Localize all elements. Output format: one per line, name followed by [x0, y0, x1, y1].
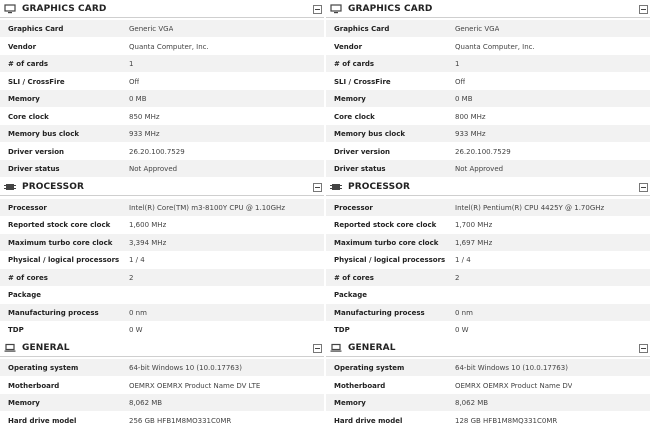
table-row — [326, 73, 650, 90]
row-value: 128 GB HFB1M8MQ331C0MR — [455, 416, 558, 425]
row-label: Driver status — [334, 164, 386, 173]
processor-header — [0, 179, 324, 196]
row-value: Generic VGA — [129, 24, 174, 33]
row-label: Physical / logical processors — [8, 255, 120, 264]
row-label: Hard drive model — [334, 416, 403, 425]
table-row — [326, 359, 650, 376]
row-value: 8,062 MB — [129, 398, 163, 407]
row-value: Quanta Computer, Inc. — [455, 42, 535, 51]
row-value: OEMRX OEMRX Product Name DV — [455, 381, 573, 390]
row-value: Generic VGA — [455, 24, 500, 33]
row-label: Memory — [8, 94, 40, 103]
table-row — [326, 143, 650, 160]
table-row — [0, 412, 324, 429]
table-row — [326, 216, 650, 233]
table-row — [0, 234, 324, 251]
table-row — [326, 125, 650, 142]
row-label: Graphics Card — [8, 24, 64, 33]
collapse-button[interactable] — [313, 183, 322, 192]
table-row — [326, 160, 650, 177]
graphics-card-header — [0, 1, 324, 18]
laptop-icon — [3, 343, 17, 353]
row-value: 1,600 MHz — [129, 220, 167, 229]
general-header — [0, 340, 324, 357]
table-row — [0, 143, 324, 160]
table-row — [0, 359, 324, 376]
row-label: Maximum turbo core clock — [334, 238, 439, 247]
row-value: Intel(R) Pentium(R) CPU 4425Y @ 1.70GHz — [455, 203, 605, 212]
cpu-icon — [329, 182, 343, 192]
row-value: 26.20.100.7529 — [455, 147, 511, 156]
monitor-icon — [329, 4, 343, 14]
table-row — [0, 108, 324, 125]
row-label: Hard drive model — [8, 416, 77, 425]
row-value: 1 / 4 — [129, 255, 145, 264]
table-row — [0, 216, 324, 233]
row-value: Not Approved — [129, 164, 178, 173]
table-row — [326, 251, 650, 268]
row-label: Core clock — [334, 112, 375, 121]
row-label: # of cards — [8, 59, 49, 68]
table-row — [0, 55, 324, 72]
table-row — [0, 304, 324, 321]
collapse-button[interactable] — [313, 344, 322, 353]
row-value: 8,062 MB — [455, 398, 489, 407]
row-label: Operating system — [334, 363, 405, 372]
laptop-icon — [329, 343, 343, 353]
table-row — [0, 269, 324, 286]
row-label: Processor — [8, 203, 47, 212]
row-label: # of cores — [8, 273, 48, 282]
table-row — [326, 377, 650, 394]
table-row — [0, 286, 324, 303]
table-row — [0, 160, 324, 177]
row-value: 2 — [455, 273, 460, 282]
row-value: 64-bit Windows 10 (10.0.17763) — [455, 363, 568, 372]
row-value: 26.20.100.7529 — [129, 147, 185, 156]
table-row — [0, 73, 324, 90]
table-row — [0, 125, 324, 142]
row-value: 933 MHz — [455, 129, 486, 138]
table-row — [0, 199, 324, 216]
row-value: 0 W — [129, 325, 143, 334]
general-header — [326, 340, 650, 357]
minus-icon — [315, 348, 320, 349]
row-label: Package — [8, 290, 41, 299]
table-row — [326, 234, 650, 251]
section-title: PROCESSOR — [22, 182, 84, 192]
row-value: 1 — [129, 59, 134, 68]
table-row — [0, 20, 324, 37]
table-row — [0, 377, 324, 394]
row-label: SLI / CrossFire — [334, 77, 391, 86]
row-label: Memory — [8, 398, 40, 407]
monitor-icon — [3, 4, 17, 14]
row-value: Quanta Computer, Inc. — [129, 42, 209, 51]
section-title: GENERAL — [22, 343, 70, 353]
table-row — [326, 269, 650, 286]
table-row — [0, 251, 324, 268]
row-value: 850 MHz — [129, 112, 160, 121]
table-row — [326, 304, 650, 321]
row-value: 800 MHz — [455, 112, 486, 121]
table-row — [0, 90, 324, 107]
row-label: Maximum turbo core clock — [8, 238, 113, 247]
row-label: Core clock — [8, 112, 49, 121]
row-label: Package — [334, 290, 367, 299]
collapse-button[interactable] — [313, 5, 322, 14]
table-row — [326, 20, 650, 37]
row-value: Intel(R) Core(TM) m3-8100Y CPU @ 1.10GHz — [129, 203, 285, 212]
table-row — [326, 108, 650, 125]
row-label: Motherboard — [8, 381, 60, 390]
cpu-icon — [3, 182, 17, 192]
table-row — [0, 394, 324, 411]
minus-icon — [641, 9, 646, 10]
collapse-button[interactable] — [639, 5, 648, 14]
table-row — [326, 55, 650, 72]
table-row — [326, 412, 650, 429]
section-title: GRAPHICS CARD — [22, 4, 107, 14]
minus-icon — [641, 348, 646, 349]
row-label: Driver status — [8, 164, 60, 173]
table-row — [326, 90, 650, 107]
row-label: Physical / logical processors — [334, 255, 446, 264]
row-value: 3,394 MHz — [129, 238, 167, 247]
row-label: TDP — [8, 325, 24, 334]
row-value: 0 W — [455, 325, 469, 334]
row-label: TDP — [334, 325, 350, 334]
processor-header — [326, 179, 650, 196]
table-row — [326, 38, 650, 55]
collapse-button[interactable] — [639, 183, 648, 192]
row-value: 1 / 4 — [455, 255, 471, 264]
section-title: GRAPHICS CARD — [348, 4, 433, 14]
row-label: Driver version — [8, 147, 64, 156]
row-label: # of cores — [334, 273, 374, 282]
row-label: Processor — [334, 203, 373, 212]
table-row — [0, 321, 324, 338]
row-value: 1 — [455, 59, 460, 68]
row-label: Memory bus clock — [334, 129, 406, 138]
row-label: Reported stock core clock — [8, 220, 111, 229]
table-row — [326, 321, 650, 338]
row-label: Operating system — [8, 363, 79, 372]
row-value: 933 MHz — [129, 129, 160, 138]
row-label: Graphics Card — [334, 24, 390, 33]
row-label: Reported stock core clock — [334, 220, 437, 229]
row-value: Off — [455, 77, 466, 86]
row-value: 0 MB — [129, 94, 147, 103]
row-label: Memory bus clock — [8, 129, 80, 138]
row-label: Vendor — [8, 42, 37, 51]
table-row — [0, 38, 324, 55]
row-value: 1,700 MHz — [455, 220, 493, 229]
row-value: Off — [129, 77, 140, 86]
row-label: SLI / CrossFire — [8, 77, 65, 86]
row-label: # of cards — [334, 59, 375, 68]
row-value: 0 nm — [129, 308, 147, 317]
table-row — [326, 199, 650, 216]
row-value: 256 GB HFB1M8MO331C0MR — [129, 416, 232, 425]
row-label: Manufacturing process — [334, 308, 425, 317]
row-value: Not Approved — [455, 164, 504, 173]
row-value: OEMRX OEMRX Product Name DV LTE — [129, 381, 261, 390]
graphics-card-header — [326, 1, 650, 18]
minus-icon — [315, 187, 320, 188]
row-value: 2 — [129, 273, 134, 282]
row-value: 64-bit Windows 10 (10.0.17763) — [129, 363, 242, 372]
row-label: Memory — [334, 398, 366, 407]
row-label: Driver version — [334, 147, 390, 156]
table-row — [326, 286, 650, 303]
row-value: 0 nm — [455, 308, 473, 317]
minus-icon — [315, 9, 320, 10]
collapse-button[interactable] — [639, 344, 648, 353]
section-title: PROCESSOR — [348, 182, 410, 192]
section-title: GENERAL — [348, 343, 396, 353]
table-row — [326, 394, 650, 411]
row-label: Vendor — [334, 42, 363, 51]
row-value: 0 MB — [455, 94, 473, 103]
minus-icon — [641, 187, 646, 188]
row-label: Manufacturing process — [8, 308, 99, 317]
row-value: 1,697 MHz — [455, 238, 493, 247]
row-label: Memory — [334, 94, 366, 103]
row-label: Motherboard — [334, 381, 386, 390]
